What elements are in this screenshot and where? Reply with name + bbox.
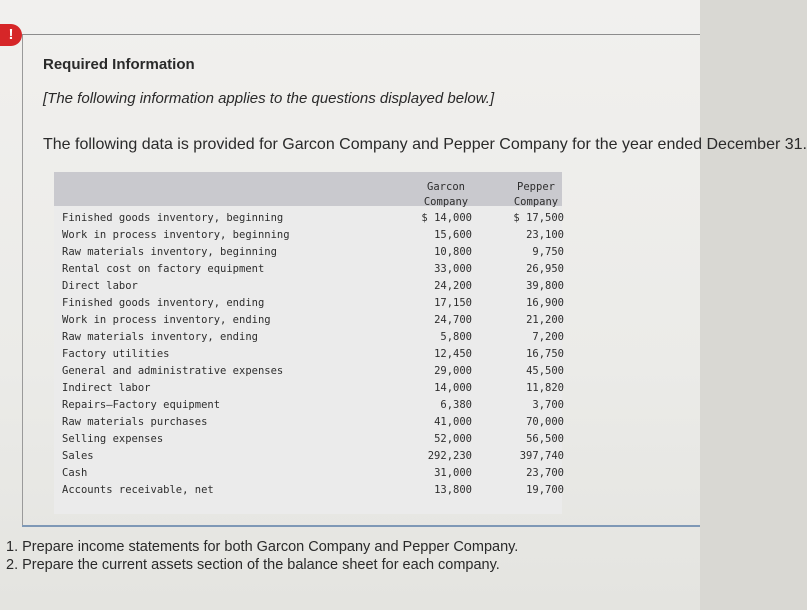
pepper-value: 26,950 <box>526 263 564 275</box>
pepper-value: 16,900 <box>526 297 564 309</box>
row-label: Work in process inventory, ending <box>62 314 271 326</box>
table-row <box>54 346 562 362</box>
pepper-value: 70,000 <box>526 416 564 428</box>
pepper-value: $ 17,500 <box>513 212 564 224</box>
pepper-header-line-2: Company <box>513 196 559 208</box>
row-label: Raw materials inventory, beginning <box>62 246 277 258</box>
intro-text: The following data is provided for Garcon Company and Pepper Company for the year ended December 31. <box>43 136 807 153</box>
row-label: Factory utilities <box>62 348 170 360</box>
pepper-value: 56,500 <box>526 433 564 445</box>
table-row <box>54 414 562 430</box>
garcon-value: 10,800 <box>434 246 472 258</box>
top-divider <box>22 34 700 35</box>
question-1: 1. Prepare income statements for both Garcon Company and Pepper Company. <box>6 539 519 555</box>
pepper-value: 19,700 <box>526 484 564 496</box>
garcon-company-column-header <box>406 180 486 210</box>
garcon-value: 12,450 <box>434 348 472 360</box>
garcon-value: 24,700 <box>434 314 472 326</box>
pepper-company-column-header <box>496 180 576 210</box>
garcon-value: $ 14,000 <box>421 212 472 224</box>
table-row <box>54 380 562 396</box>
table-row <box>54 448 562 464</box>
required-information-heading: Required Information <box>43 56 195 73</box>
row-label: Work in process inventory, beginning <box>62 229 290 241</box>
pepper-value: 39,800 <box>526 280 564 292</box>
garcon-value: 6,380 <box>440 399 472 411</box>
row-label: Direct labor <box>62 280 138 292</box>
row-label: General and administrative expenses <box>62 365 284 377</box>
pepper-value: 9,750 <box>532 246 564 258</box>
garcon-value: 17,150 <box>434 297 472 309</box>
pepper-value: 45,500 <box>526 365 564 377</box>
garcon-header-line-1: Garcon <box>427 181 465 193</box>
left-divider <box>22 35 23 525</box>
garcon-value: 52,000 <box>434 433 472 445</box>
instructions-note: [The following information applies to the questions displayed below.] <box>43 90 495 107</box>
table-row <box>54 227 562 243</box>
table-row <box>54 210 562 226</box>
table-row <box>54 312 562 328</box>
company-data-table <box>54 172 562 514</box>
table-row <box>54 363 562 379</box>
table-row <box>54 329 562 345</box>
garcon-header-line-2: Company <box>423 196 469 208</box>
pepper-value: 397,740 <box>519 450 564 462</box>
row-label: Cash <box>62 467 88 479</box>
table-row <box>54 295 562 311</box>
row-label: Raw materials purchases <box>62 416 208 428</box>
garcon-value: 13,800 <box>434 484 472 496</box>
row-label: Selling expenses <box>62 433 164 445</box>
garcon-value: 15,600 <box>434 229 472 241</box>
row-label: Finished goods inventory, ending <box>62 297 265 309</box>
table-row <box>54 465 562 481</box>
bottom-divider <box>22 525 700 527</box>
row-label: Raw materials inventory, ending <box>62 331 258 343</box>
table-row <box>54 397 562 413</box>
garcon-value: 41,000 <box>434 416 472 428</box>
garcon-value: 24,200 <box>434 280 472 292</box>
garcon-value: 29,000 <box>434 365 472 377</box>
pepper-value: 16,750 <box>526 348 564 360</box>
pepper-value: 21,200 <box>526 314 564 326</box>
garcon-value: 33,000 <box>434 263 472 275</box>
question-list <box>6 538 518 574</box>
garcon-value: 31,000 <box>434 467 472 479</box>
pepper-value: 23,100 <box>526 229 564 241</box>
row-label: Rental cost on factory equipment <box>62 263 265 275</box>
garcon-value: 292,230 <box>427 450 472 462</box>
garcon-value: 5,800 <box>440 331 472 343</box>
row-label: Indirect labor <box>62 382 151 394</box>
pepper-value: 11,820 <box>526 382 564 394</box>
table-row <box>54 261 562 277</box>
row-label: Sales <box>62 450 94 462</box>
pepper-value: 3,700 <box>532 399 564 411</box>
pepper-header-line-1: Pepper <box>517 181 555 193</box>
row-label: Accounts receivable, net <box>62 484 214 496</box>
table-row <box>54 431 562 447</box>
pepper-value: 23,700 <box>526 467 564 479</box>
pepper-value: 7,200 <box>532 331 564 343</box>
garcon-value: 14,000 <box>434 382 472 394</box>
table-row <box>54 244 562 260</box>
table-row <box>54 482 562 498</box>
row-label: Finished goods inventory, beginning <box>62 212 284 224</box>
table-row <box>54 278 562 294</box>
question-2: 2. Prepare the current assets section of the balance sheet for each company. <box>6 557 500 573</box>
alert-icon: ! <box>0 24 22 46</box>
row-label: Repairs—Factory equipment <box>62 399 221 411</box>
